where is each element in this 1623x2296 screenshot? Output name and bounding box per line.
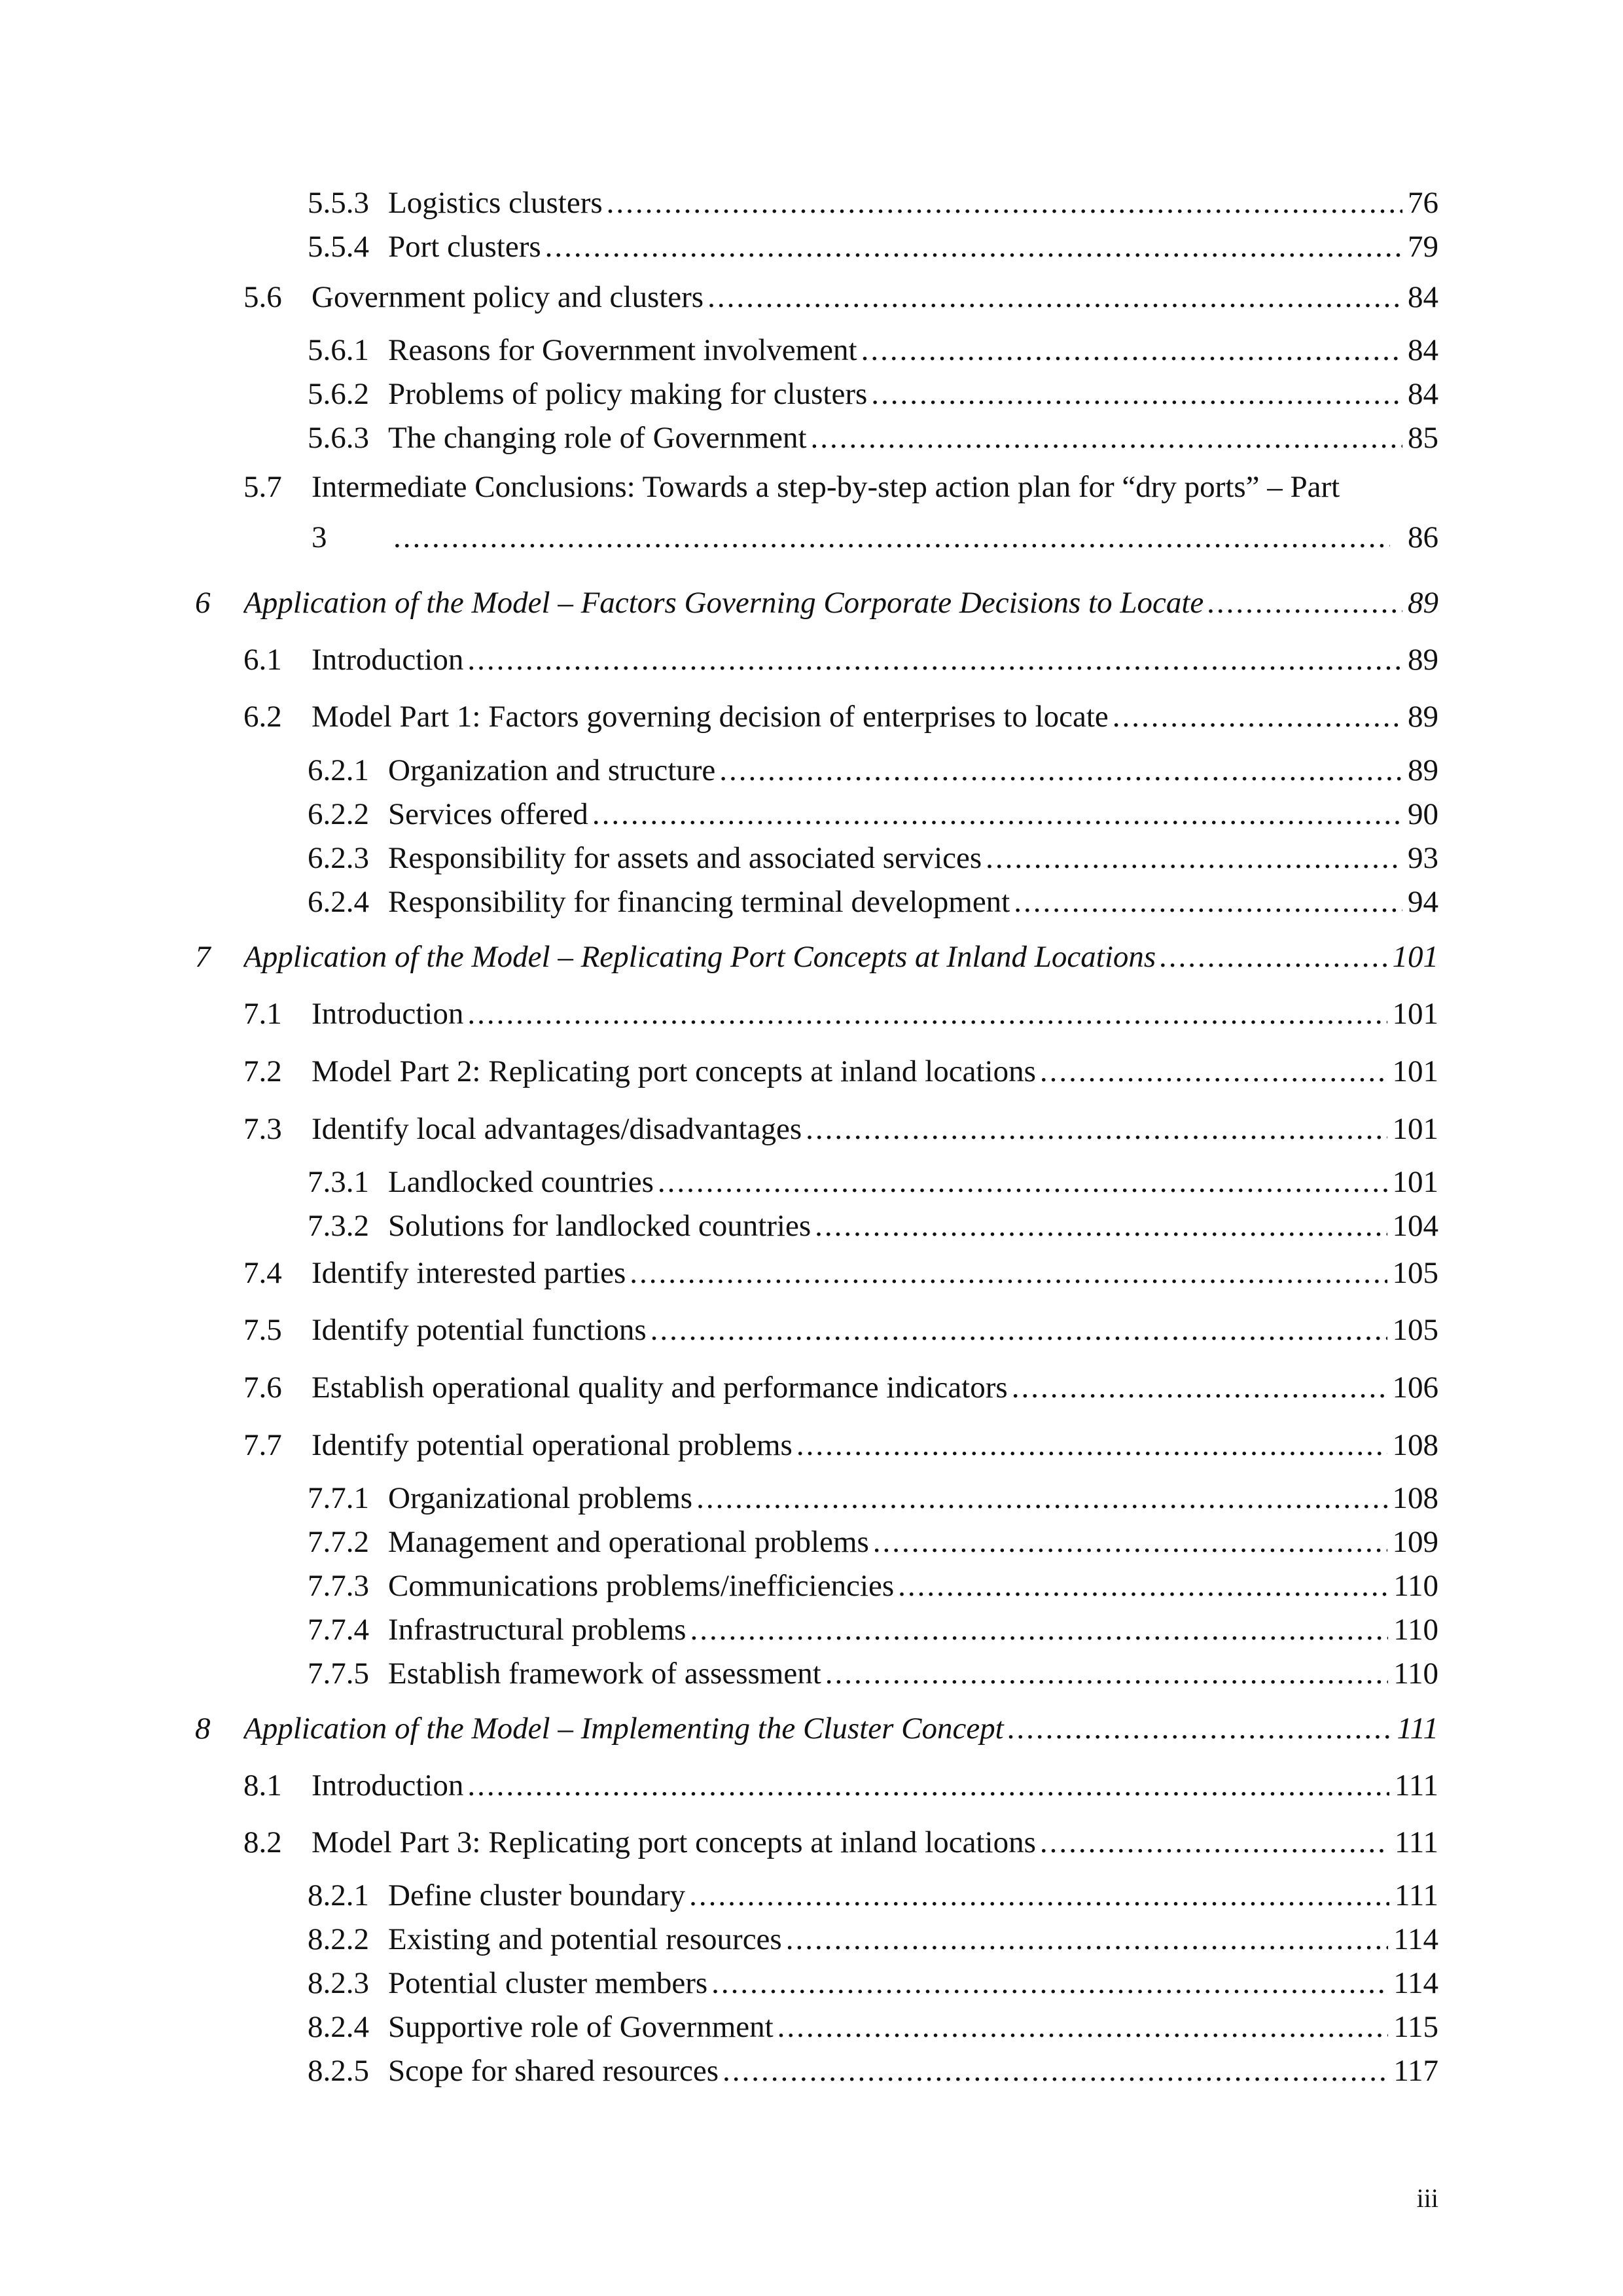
toc-entry[interactable]: [0, 796, 1623, 833]
toc-entry-number: 7.6: [243, 1371, 282, 1405]
toc-entry-title: Solutions for landlocked countries: [388, 1209, 812, 1243]
toc-entry-number: 5.5.3: [308, 186, 369, 220]
toc-entry-page: 115: [1393, 2010, 1438, 2044]
toc-entry-title: Establish operational quality and performance indicators: [312, 1371, 1008, 1405]
toc-entry-page: 110: [1393, 1657, 1438, 1691]
toc-entry-page: 101: [1392, 997, 1438, 1031]
dot-leader: [786, 1921, 1389, 1958]
toc-entry[interactable]: [0, 1312, 1623, 1348]
toc-entry-page: 84: [1408, 280, 1438, 314]
dot-leader: [811, 420, 1402, 456]
toc-entry-title: Scope for shared resources: [388, 2054, 719, 2088]
toc-entry-title: Establish framework of assessment: [388, 1657, 821, 1691]
toc-entry-title: Define cluster boundary: [388, 1878, 686, 1912]
toc-entry-number: 5.6.2: [308, 377, 369, 411]
toc-entry-title: Model Part 1: Factors governing decision of enterprises to locate: [312, 700, 1109, 734]
toc-entry-title-continuation: 3: [312, 520, 327, 554]
toc-entry-title-row: [388, 376, 1438, 412]
toc-entry-page: 110: [1393, 1569, 1438, 1603]
toc-entry-title-row: [388, 332, 1438, 368]
dot-leader: [1040, 1053, 1387, 1090]
toc-entry-title-row: [388, 1480, 1438, 1516]
toc-entry-number: 6.2.2: [308, 797, 369, 831]
toc-entry-page: 111: [1394, 1768, 1438, 1803]
toc-entry-number: 7.7.2: [308, 1525, 369, 1559]
toc-entry-number: 6.2: [243, 700, 282, 734]
toc-entry-page: 89: [1408, 643, 1438, 677]
toc-entry[interactable]: [0, 2009, 1623, 2045]
toc-entry-number: 7.2: [243, 1054, 282, 1088]
toc-entry-title: Application of the Model – Factors Governing Corporate Decisions to Locate: [243, 586, 1204, 620]
dot-leader: [1207, 584, 1402, 621]
toc-entry-number: 6.2.3: [308, 841, 369, 875]
dot-leader: [861, 332, 1402, 368]
toc-entry[interactable]: [0, 185, 1623, 221]
toc-entry[interactable]: [0, 1965, 1623, 2001]
toc-entry-page: 101: [1392, 1054, 1438, 1088]
toc-entry-page: 89: [1408, 700, 1438, 734]
dot-leader: [467, 996, 1387, 1032]
toc-entry-page: 94: [1408, 885, 1438, 919]
toc-entry[interactable]: [0, 1255, 1623, 1291]
toc-entry-title: Logistics clusters: [388, 186, 603, 220]
toc-entry-title: Model Part 2: Replicating port concepts at inland locations: [312, 1054, 1036, 1088]
dot-leader: [1040, 1824, 1389, 1861]
toc-entry-title-row: [388, 1965, 1438, 2001]
toc-entry-title: Application of the Model – Replicating Port Concepts at Inland Locations: [243, 940, 1156, 974]
dot-leader: [898, 1568, 1388, 1604]
dot-leader: [815, 1208, 1387, 1244]
toc-entry-title-row: [388, 1611, 1438, 1648]
dot-leader: [393, 519, 1390, 556]
toc-entry-number: 7.5: [243, 1313, 282, 1347]
toc-entry[interactable]: [0, 1427, 1623, 1463]
toc-entry-page: 110: [1393, 1613, 1438, 1647]
toc-entry-number: 7.7.1: [308, 1481, 369, 1515]
toc-entry-number: 7.7: [243, 1428, 282, 1462]
toc-entry-title-row: [388, 840, 1438, 876]
toc-entry-number: 8.2: [243, 1825, 282, 1859]
toc-entry-title: Problems of policy making for clusters: [388, 377, 868, 411]
toc-entry-title: Introduction: [312, 1768, 464, 1803]
dot-leader: [607, 185, 1402, 221]
dot-leader: [658, 1164, 1387, 1200]
toc-entry-page: 104: [1392, 1209, 1438, 1243]
dot-leader: [1160, 939, 1387, 975]
toc-entry-title-row: [388, 1568, 1438, 1604]
dot-leader: [467, 641, 1402, 678]
toc-entry-page: 108: [1392, 1481, 1438, 1515]
toc-entry[interactable]: [0, 1164, 1623, 1200]
toc-entry-number: 7.4: [243, 1256, 282, 1290]
toc-entry-page: 111: [1394, 1878, 1438, 1912]
toc-entry-page: 117: [1393, 2054, 1438, 2088]
toc-entry[interactable]: [0, 1053, 1623, 1090]
toc-entry-page: 79: [1408, 230, 1438, 264]
toc-entry-page: 108: [1392, 1428, 1438, 1462]
toc-entry-number: 6.1: [243, 643, 282, 677]
toc-entry[interactable]: [0, 376, 1623, 412]
toc-entry-title: Existing and potential resources: [388, 1922, 782, 1956]
toc-entry-title: Identify potential functions: [312, 1313, 647, 1347]
dot-leader: [986, 840, 1402, 876]
dot-leader: [806, 1111, 1387, 1147]
toc-entry-number: 7.1: [243, 997, 282, 1031]
toc-entry[interactable]: [0, 752, 1623, 789]
dot-leader: [719, 752, 1402, 789]
toc-entry-number: 8.2.5: [308, 2054, 369, 2088]
toc-chapter-entry[interactable]: [0, 939, 1623, 975]
toc-entry-title: Model Part 3: Replicating port concepts at inland locations: [312, 1825, 1036, 1859]
toc-entry-title-row: [388, 1655, 1438, 1692]
dot-leader: [1008, 1710, 1392, 1747]
toc-entry-page: 105: [1392, 1256, 1438, 1290]
toc-entry-title: Identify local advantages/disadvantages: [312, 1112, 802, 1146]
toc-entry-title-row: [312, 1312, 1438, 1348]
toc-entry-page: 101: [1392, 1165, 1438, 1199]
dot-leader: [467, 1767, 1389, 1804]
dot-leader: [825, 1655, 1388, 1692]
toc-entry-number: 8.1: [243, 1768, 282, 1803]
toc-entry-number: 7.7.5: [308, 1657, 369, 1691]
toc-entry[interactable]: [0, 1611, 1623, 1648]
toc-entry-title: Supportive role of Government: [388, 2010, 774, 2044]
toc-entry-title-row: [312, 1427, 1438, 1463]
toc-entry-title: Port clusters: [388, 230, 541, 264]
toc-entry[interactable]: [0, 1767, 1623, 1804]
toc-entry[interactable]: [0, 996, 1623, 1032]
toc-entry-page: 114: [1393, 1922, 1438, 1956]
toc-entry-title: Reasons for Government involvement: [388, 333, 857, 367]
toc-entry[interactable]: [0, 1655, 1623, 1692]
toc-entry-title-row: [243, 939, 1438, 975]
toc-entry-page: 89: [1408, 586, 1438, 620]
toc-entry-title: Organization and structure: [388, 753, 716, 787]
toc-entry[interactable]: [0, 332, 1623, 368]
toc-entry-number: 6.2.1: [308, 753, 369, 787]
dot-leader: [651, 1312, 1387, 1348]
toc-entry-number: 6.2.4: [308, 885, 369, 919]
toc-entry-title: Introduction: [312, 997, 464, 1031]
toc-entry[interactable]: [0, 1369, 1623, 1406]
dot-leader: [707, 279, 1402, 315]
toc-entry-title-row: [388, 420, 1438, 456]
toc-entry-title-row: [388, 2009, 1438, 2045]
toc-entry-page: 86: [1408, 520, 1438, 554]
toc-entry-page: 90: [1408, 797, 1438, 831]
toc-entry[interactable]: [0, 1824, 1623, 1861]
toc-entry-title: Government policy and clusters: [312, 280, 704, 314]
toc-entry-number: 5.7: [243, 470, 282, 504]
toc-entry[interactable]: [0, 2053, 1623, 2089]
toc-entry[interactable]: [0, 1480, 1623, 1516]
toc-entry[interactable]: [0, 1524, 1623, 1560]
toc-entry-title: Intermediate Conclusions: Towards a step-by-step action plan for “dry ports” – Part: [312, 470, 1340, 504]
toc-entry-number: 7: [195, 940, 211, 974]
toc-entry-number: 7.3: [243, 1112, 282, 1146]
toc-entry-title-row: [312, 1824, 1438, 1861]
dot-leader: [871, 376, 1402, 412]
toc-entry-number: 7.3.2: [308, 1209, 369, 1243]
toc-entry-title-row: [312, 1767, 1438, 1804]
toc-entry-number: 7.3.1: [308, 1165, 369, 1199]
toc-entry-number: 5.5.4: [308, 230, 369, 264]
toc-entry-title: Identify potential operational problems: [312, 1428, 793, 1462]
toc-entry[interactable]: [0, 469, 1623, 505]
toc-entry-title-row: [312, 1053, 1438, 1090]
toc-entry-title-row: [243, 1710, 1438, 1747]
toc-entry[interactable]: [0, 840, 1623, 876]
toc-entry-page: 106: [1392, 1371, 1438, 1405]
toc-entry[interactable]: [0, 884, 1623, 920]
toc-entry-page: 105: [1392, 1313, 1438, 1347]
toc-entry-page: 85: [1408, 421, 1438, 455]
toc-entry-title: Infrastructural problems: [388, 1613, 687, 1647]
footer-page-number: iii: [1416, 2183, 1438, 2213]
toc-entry-page: 101: [1392, 1112, 1438, 1146]
toc-entry-number: 6: [195, 586, 211, 620]
toc-entry-title: Application of the Model – Implementing the Cluster Concept: [243, 1712, 1004, 1746]
toc-entry-title-row: [388, 185, 1438, 221]
dot-leader: [545, 228, 1402, 265]
toc-entry-number: 7.7.3: [308, 1569, 369, 1603]
toc-entry[interactable]: [0, 279, 1623, 315]
dot-leader: [690, 1611, 1388, 1648]
toc-entry-title: Landlocked countries: [388, 1165, 654, 1199]
toc-entry-title: Organizational problems: [388, 1481, 693, 1515]
dot-leader: [873, 1524, 1387, 1560]
toc-entry-title: Responsibility for financing terminal development: [388, 885, 1010, 919]
dot-leader: [630, 1255, 1387, 1291]
toc-entry-title: Identify interested parties: [312, 1256, 626, 1290]
toc-entry[interactable]: [0, 420, 1623, 456]
toc-entry-title: Services offered: [388, 797, 588, 831]
dot-leader: [722, 2053, 1388, 2089]
dot-leader: [796, 1427, 1387, 1463]
toc-entry-number: 5.6: [243, 280, 282, 314]
toc-entry-page: 111: [1397, 1712, 1438, 1746]
toc-entry-title-row: [312, 641, 1438, 678]
dot-leader: [1014, 884, 1402, 920]
toc-entry-title: Introduction: [312, 643, 464, 677]
toc-entry-title-row: [388, 884, 1438, 920]
toc-entry-page: 109: [1392, 1525, 1438, 1559]
toc-entry-title-row: [312, 279, 1438, 315]
toc-entry-title: Responsibility for assets and associated services: [388, 841, 982, 875]
toc-entry-page: 111: [1394, 1825, 1438, 1859]
toc-entry[interactable]: [0, 1111, 1623, 1147]
toc-entry-page: 101: [1392, 940, 1438, 974]
toc-entry-number: 8.2.4: [308, 2010, 369, 2044]
toc-entry[interactable]: [0, 1877, 1623, 1914]
toc-entry-title-row: [388, 1164, 1438, 1200]
toc-entry-title-row: [312, 698, 1438, 735]
toc-entry-number: 8: [195, 1712, 211, 1746]
toc-entry-page: 93: [1408, 841, 1438, 875]
toc-chapter-entry[interactable]: [0, 1710, 1623, 1747]
toc-entry-page: 84: [1408, 377, 1438, 411]
toc-entry-title-row: [388, 1208, 1438, 1244]
toc-entry-title-row: [388, 1877, 1438, 1914]
toc-entry[interactable]: [0, 698, 1623, 735]
toc-entry-title-row: [388, 752, 1438, 789]
toc-entry-title-row: [312, 1255, 1438, 1291]
toc-entry-number: 8.2.2: [308, 1922, 369, 1956]
dot-leader: [1012, 1369, 1387, 1406]
toc-entry-title-row: [388, 1921, 1438, 1958]
toc-entry-number: 8.2.1: [308, 1878, 369, 1912]
toc-chapter-entry[interactable]: [0, 584, 1623, 621]
toc-entry-number: 8.2.3: [308, 1966, 369, 2000]
toc-entry-title-row: [243, 584, 1438, 621]
toc-entry-title-row: [388, 2053, 1438, 2089]
dot-leader: [689, 1877, 1389, 1914]
toc-entry-title: The changing role of Government: [388, 421, 807, 455]
dot-leader: [1113, 698, 1402, 735]
dot-leader: [711, 1965, 1388, 2001]
toc-entry-title-row: [388, 228, 1438, 265]
toc-entry-title-row: [312, 1369, 1438, 1406]
toc-entry-title-row: [312, 996, 1438, 1032]
toc-entry[interactable]: [0, 1568, 1623, 1604]
toc-entry-title: Potential cluster members: [388, 1966, 708, 2000]
toc-entry-page: 89: [1408, 753, 1438, 787]
toc-entry[interactable]: [0, 1208, 1623, 1244]
toc-entry-page: 76: [1408, 186, 1438, 220]
toc-entry-continuation[interactable]: [312, 519, 1438, 556]
toc-entry-title-row: [312, 1111, 1438, 1147]
toc-entry[interactable]: [0, 641, 1623, 678]
toc-entry-number: 5.6.3: [308, 421, 369, 455]
dot-leader: [777, 2009, 1389, 2045]
toc-entry-title-row: [388, 1524, 1438, 1560]
toc-entry-title: Communications problems/inefficiencies: [388, 1569, 895, 1603]
toc-entry[interactable]: [0, 1921, 1623, 1958]
toc-entry-title-row: [388, 796, 1438, 833]
toc-entry-title: Management and operational problems: [388, 1525, 869, 1559]
toc-entry-number: 7.7.4: [308, 1613, 369, 1647]
toc-entry-number: 5.6.1: [308, 333, 369, 367]
dot-leader: [696, 1480, 1387, 1516]
toc-entry[interactable]: [0, 228, 1623, 265]
dot-leader: [592, 796, 1402, 833]
toc-entry-page: 84: [1408, 333, 1438, 367]
toc-entry-page: 114: [1393, 1966, 1438, 2000]
